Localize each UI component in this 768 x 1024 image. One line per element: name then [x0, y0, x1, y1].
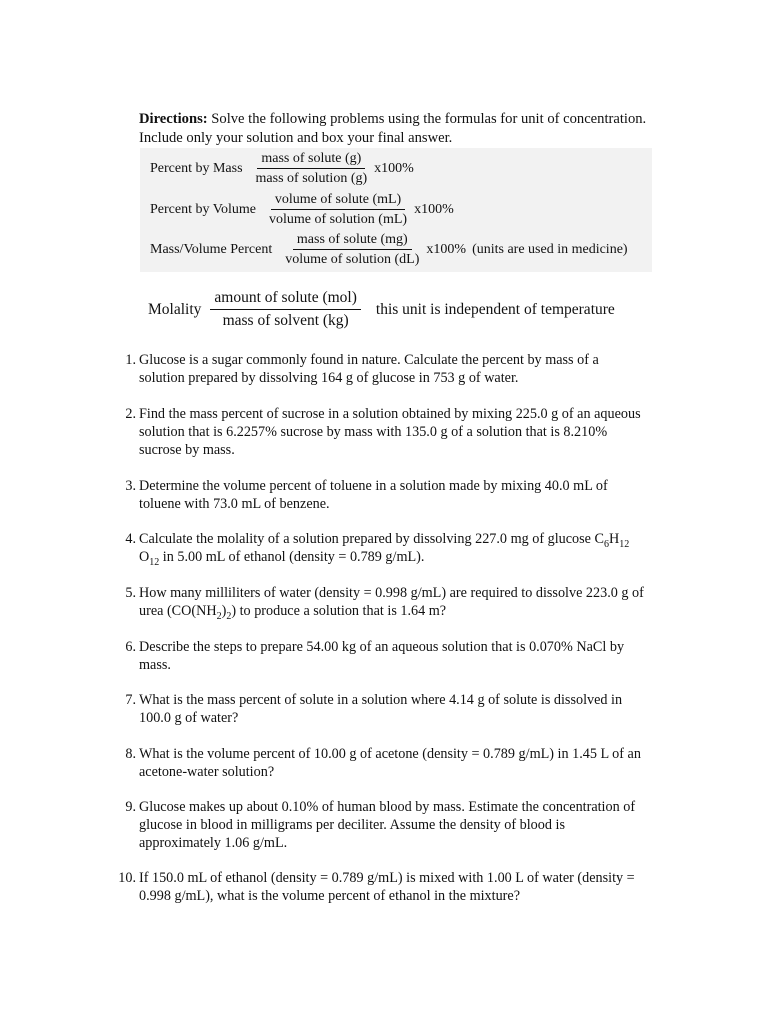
problem-text: [139, 584, 684, 620]
formula-denominator: volume of solution (mL): [269, 212, 408, 227]
problem-line: toluene with 73.0 mL of benzene.: [139, 496, 330, 512]
problem-line: What is the mass percent of solute in a solution where 4.14 g of solute is dissolved in: [139, 692, 623, 708]
problem-text: [139, 530, 684, 566]
problem-line: 0.998 g/mL), what is the volume percent of ethanol in the mixture?: [139, 888, 520, 904]
formula-name: Percent by Volume: [150, 201, 257, 217]
problem-number: 7.: [125, 692, 136, 708]
problem-line: 100.0 g of water?: [139, 710, 239, 726]
directions: [139, 110, 699, 148]
problem-number: 4.: [125, 531, 136, 547]
subscript: 2: [216, 610, 222, 622]
formula-numerator: amount of solute (mol): [210, 288, 361, 310]
directions-label: Directions:: [139, 111, 208, 127]
problem-fragment: H: [608, 531, 620, 547]
formula-fraction: [252, 150, 372, 187]
problem-text: [139, 405, 684, 459]
problem-number: 3.: [125, 478, 136, 494]
directions-text: Solve the following problems using the formulas for unit of concentration.: [211, 111, 647, 127]
problem-line: solution that is 6.2257% sucrose by mass with 135.0 g of a solution that is 8.210%: [139, 424, 608, 440]
formula-molality: [148, 288, 615, 331]
formula-numerator: mass of solute (g): [257, 150, 365, 169]
problem-line: approximately 1.06 g/mL.: [139, 835, 288, 851]
formula-multiplier: x100%: [374, 160, 414, 176]
problem-number: 8.: [125, 746, 136, 762]
subscript: 12: [149, 556, 160, 568]
problem-text: [139, 477, 684, 513]
formula-name: Molality: [148, 300, 202, 318]
problem-line: Determine the volume percent of toluene in a solution made by mixing 40.0 mL of: [139, 478, 608, 494]
problem-number: 9.: [125, 799, 136, 815]
problem-text: [139, 745, 684, 781]
problem-number: 2.: [125, 406, 136, 422]
problem-line: sucrose by mass.: [139, 442, 235, 458]
problem-text: [139, 798, 684, 852]
formula-numerator: mass of solute (mg): [293, 231, 412, 250]
problem-number: 5.: [125, 585, 136, 601]
subscript: 6: [603, 538, 609, 550]
problem-fragment: O: [139, 549, 150, 565]
problem-number: 10.: [118, 870, 136, 886]
subscript: 2: [226, 610, 232, 622]
problem-line: mass.: [139, 657, 171, 673]
problem-line: solution prepared by dissolving 164 g of glucose in 753 g of water.: [139, 370, 519, 386]
problem-line: Describe the steps to prepare 54.00 kg of an aqueous solution that is 0.070% NaCl by: [139, 639, 625, 655]
formula-fraction: [265, 191, 411, 228]
formula-numerator: volume of solute (mL): [271, 191, 405, 210]
problem-line: What is the volume percent of 10.00 g of acetone (density = 0.789 g/mL) in 1.45 L of an: [139, 746, 641, 762]
problem-line: Glucose is a sugar commonly found in nature. Calculate the percent by mass of a: [139, 352, 599, 368]
problem-line: How many milliliters of water (density = 0.998 g/mL) are required to dissolve 223.0 g of: [139, 585, 644, 601]
problem-line: Glucose makes up about 0.10% of human blood by mass. Estimate the concentration of: [139, 799, 636, 815]
problem-fragment: urea (CO(NH: [139, 603, 217, 619]
formula-name: Mass/Volume Percent: [150, 241, 273, 257]
formula-multiplier: x100%: [426, 241, 467, 257]
problem-number: 1.: [125, 352, 136, 368]
formula-denominator: volume of solution (dL): [285, 252, 420, 267]
formula-mass-volume-percent: [150, 231, 628, 268]
problem-text: [139, 638, 684, 674]
problem-fragment: ): [221, 603, 227, 619]
formula-fraction: [210, 288, 361, 331]
formula-fraction: [281, 231, 423, 268]
directions-text-line2: Include only your solution and box your final answer.: [139, 130, 453, 146]
subscript: 12: [619, 538, 630, 550]
formula-percent-by-mass: [150, 150, 414, 187]
problem-number: 6.: [125, 639, 136, 655]
formula-name: Percent by Mass: [150, 160, 243, 176]
problem-text: [139, 869, 684, 905]
formula-note: (units are used in medicine): [472, 241, 628, 257]
formula-percent-by-volume: [150, 191, 454, 228]
formula-denominator: mass of solvent (kg): [222, 312, 349, 329]
problem-line: If 150.0 mL of ethanol (density = 0.789 g/mL) is mixed with 1.00 L of water (density =: [139, 870, 635, 886]
problem-line: in 5.00 mL of ethanol (density = 0.789 g/mL).: [159, 549, 425, 565]
problem-line: acetone-water solution?: [139, 764, 275, 780]
problem-line: glucose in blood in milligrams per deciliter. Assume the density of blood is: [139, 817, 565, 833]
problem-line: Calculate the molality of a solution prepared by dissolving 227.0 mg of glucose C: [139, 531, 604, 547]
problem-line: ) to produce a solution that is 1.64 m?: [231, 603, 447, 619]
problem-text: [139, 351, 684, 387]
formula-note: this unit is independent of temperature: [375, 300, 615, 318]
problem-text: [139, 691, 684, 727]
problem-line: Find the mass percent of sucrose in a solution obtained by mixing 225.0 g of an aqueous: [139, 406, 641, 422]
formula-multiplier: x100%: [414, 201, 454, 217]
formula-denominator: mass of solution (g): [255, 171, 368, 186]
